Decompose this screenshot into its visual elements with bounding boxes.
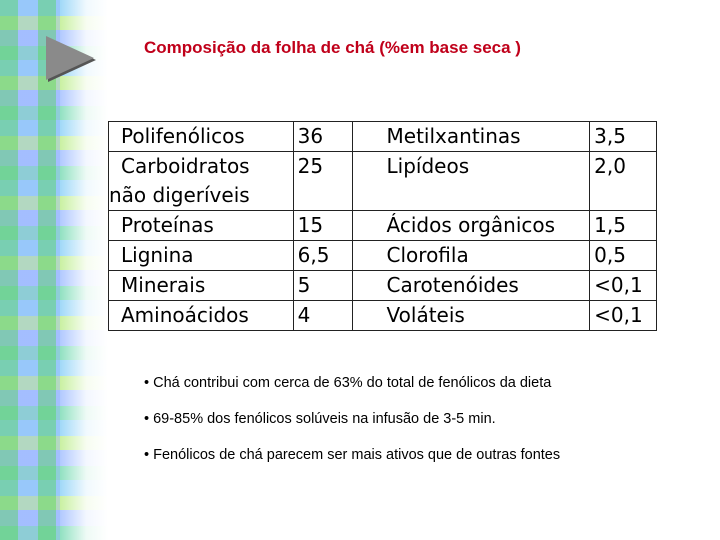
bullet-item: • 69-85% dos fenólicos solúveis na infusão de 3-5 min. (144, 411, 496, 427)
left-name-cell: Minerais (109, 271, 294, 301)
left-value-cell: 15 (293, 211, 352, 241)
left-name-cell: Lignina (109, 241, 294, 271)
right-name-cell: Carotenóides (352, 271, 590, 301)
table-row (109, 211, 657, 241)
right-name-cell: Metilxantinas (352, 122, 590, 152)
left-name-cell: Aminoácidos (109, 301, 294, 331)
table-row (109, 152, 657, 211)
right-value-cell: <0,1 (590, 301, 657, 331)
decorative-side-strip (0, 0, 108, 540)
right-name-cell: Clorofila (352, 241, 590, 271)
table-row (109, 122, 657, 152)
right-value-cell: <0,1 (590, 271, 657, 301)
left-name-cell: Polifenólicos (109, 122, 294, 152)
bullet-item: • Fenólicos de chá parecem ser mais ativos que de outras fontes (144, 447, 561, 463)
composition-table (108, 121, 657, 331)
right-value-cell: 3,5 (590, 122, 657, 152)
right-value-cell: 0,5 (590, 241, 657, 271)
table-row (109, 271, 657, 301)
left-name-cell: Carboidratos não digeríveis (109, 152, 294, 211)
left-value-cell: 25 (293, 152, 352, 211)
right-value-cell: 1,5 (590, 211, 657, 241)
left-value-cell: 4 (293, 301, 352, 331)
right-name-cell: Ácidos orgânicos (352, 211, 590, 241)
table-row (109, 301, 657, 331)
slide-title: Composição da folha de chá (%em base seca ) (144, 38, 521, 57)
bullet-list (144, 373, 704, 481)
bullet-item: • Chá contribui com cerca de 63% do total de fenólicos da dieta (144, 375, 552, 391)
arrow-icon (46, 36, 94, 80)
right-value-cell: 2,0 (590, 152, 657, 211)
right-name-cell: Voláteis (352, 301, 590, 331)
table-row (109, 241, 657, 271)
right-name-cell: Lipídeos (352, 152, 590, 211)
left-name-cell: Proteínas (109, 211, 294, 241)
left-value-cell: 6,5 (293, 241, 352, 271)
left-value-cell: 5 (293, 271, 352, 301)
left-value-cell: 36 (293, 122, 352, 152)
